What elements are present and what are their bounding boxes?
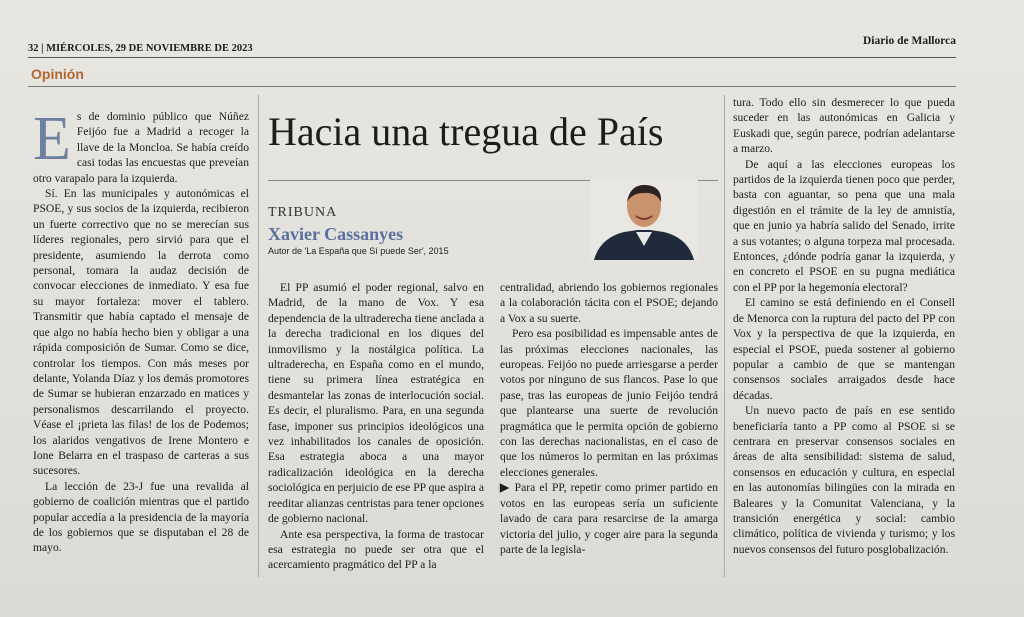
paragraph: Un nuevo pacto de país en ese sentido beneficiaría tanto a PP como al PSOE si se centrara en preservar consensos sociales en áreas de alta sensibilidad: sistema de salud, consensos en educación y cultura, en especial en las autonomías bilingües con la mirada en Baleares y la Comunitat Valenciana, y la transición energética y social: cambio climático, política de vivienda y turismo; y los nuevos consensos del futuro posglobalización.	[733, 404, 955, 556]
triangle-marker-icon: ▶	[500, 481, 515, 495]
paragraph-with-marker: ▶ Para el PP, repetir como primer partido en votos en las europeas sería un suficiente lavado de cara para resarcirse de la amarga victoria del julio, y coger aire para la segunda parte de la legisla-	[500, 481, 718, 556]
article-kicker: TRIBUNA	[268, 205, 338, 220]
article-title: Hacia una tregua de País	[268, 109, 664, 154]
paragraph: El camino se está definiendo en el Consell de Menorca con la ruptura del pacto del PP con Vox y la perspectiva de que la izquierda, en especial el PSOE, pueda sostener al gobierno popular a cambio de que se mantengan consensos sociales arraigados desde hace décadas.	[733, 296, 955, 402]
paragraph: tura. Todo ello sin desmerecer lo que pueda suceder en las autonómicas en Galicia y Euskadi que, según parece, podrían adelantarse a marzo.	[733, 96, 955, 156]
paragraph: De aquí a las elecciones europeas los partidos de la izquierda tienen poco que perder, basta con aguantar, so pena que una mala digestión en el trámite de la ley de amnistía, que en junio ya habría salido del Senado, irrite a sus votantes; o alguna torpeza mal procesada. Entonces, ¿dónde podría ganar la izquierda, y en concreto el PSOE en su pugna mediática con el PP por la hegemonía electoral?	[733, 157, 955, 294]
column-separator	[258, 95, 259, 577]
paragraph: Pero esa posibilidad es impensable antes de las próximas elecciones nacionales, las europeas. Feijóo no puede arriesgarse a perder votos por ninguno de sus flancos. Pase lo que pase, tras las europeas de junio Feijóo tendrá que plantearse una suerte de revolución pragmática que le permita opción de gobierno con las derechas nacionalistas, en el caso de que los números lo permitan en las próximas elecciones generales.	[500, 327, 718, 479]
section-label: Opinión	[31, 66, 84, 82]
header-rule	[28, 86, 956, 87]
author-name: Xavier Cassanyes	[268, 224, 404, 244]
newspaper-name: Diario de Mallorca	[862, 35, 956, 47]
paragraph: La lección de 23-J fue una revalida al gobierno de coalición mientras que el partido popular accedía a la presidencia de la mayoría de los gobiernos que se disputaban el 28 de mayo.	[33, 479, 249, 555]
column-separator	[724, 95, 725, 577]
drop-cap: E	[33, 105, 71, 173]
article-column-4	[733, 95, 955, 557]
author-photo	[590, 180, 698, 260]
article-column-2	[268, 280, 484, 573]
paragraph: Sí. En las municipales y autonómicas el PSOE, y sus socios de la izquierda, recibieron un fuerte correctivo que no se merecían sus líderes regionales, pero sirvió para que el presidente, asumiendo la derrota como personal, tomara la audaz decisión de convocar elecciones de inmediato. Y esa fue su mayor fortaleza: mover el tablero. Transmitir que había captado el mensaje de que algo no había hecho bien y obligar a una rápida composición de Sumar. Como se dice, controlar los tiempos. Con más meses por delante, Yolanda Díaz y los demás promotores de Sumar se hubieran enzarzado en matices y personalismos descarrilando el proyecto. Véase el ¡prieta las filas! de los de Podemos; los alaridos vengativos de Irene Montero e Ione Belarra en el traspaso de carteras a sus sucesores.	[33, 187, 249, 478]
page-number-date: 32 | MIÉRCOLES, 29 DE NOVIEMBRE DE 2023	[28, 43, 253, 54]
article-column-1	[33, 105, 249, 556]
article-column-3	[500, 280, 718, 557]
paragraph: s de dominio público que Núñez Feijóo fue a Madrid a recoger la llave de la Moncloa. Se había creído casi todas las encuestas que preveían otro varapalo para la izquierda.	[33, 110, 249, 185]
paragraph: Ante esa perspectiva, la forma de trastocar esa estrategia no puede ser otra que el acercamiento pragmático del PP a la	[268, 527, 484, 572]
paragraph: centralidad, abriendo los gobiernos regionales a la colaboración tácita con el PSOE; dejando a Vox a su suerte.	[500, 281, 718, 325]
paragraph: El PP asumió el poder regional, salvo en Madrid, de la mano de Vox. Y esa dependencia de la ultraderecha tiene anclada a la derecha tradicional en los diques del inmovilismo y la nostálgica política. La ultraderecha, en España como en el mundo, tiene su primera línea estratégica en desmantelar las zonas de interlocución social. Es decir, el pluralismo. Para, en una segunda fase, imponer sus principios ideológicos una vez inhabilitados los canales de oposición. Esa estrategia aboca a una mayor radicalización ideológica en la derecha sociológica en perjuicio de ese PP que aspira a reeditar alianzas centristas para tener opciones de gobierno nacional.	[268, 281, 484, 526]
author-description: Autor de 'La España que Sí puede Ser', 2015	[268, 246, 449, 256]
page-header	[28, 35, 956, 58]
